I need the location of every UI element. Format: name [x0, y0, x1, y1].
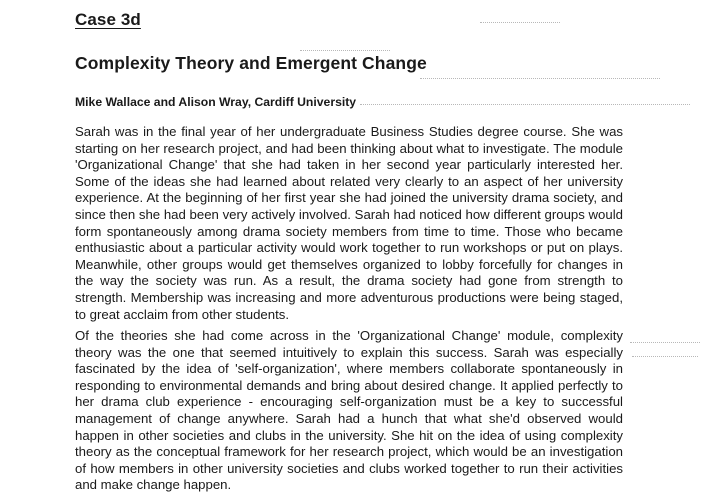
scan-artifact — [480, 22, 560, 23]
scan-artifact — [360, 104, 690, 105]
body-paragraph-1: Sarah was in the final year of her undergraduate Business Studies degree course. She was starting on her research project, and had been thinking about what to investigate. The module 'Organizational Change' that she had taken in her second year particularly interested her. Some of the ideas she had learned about related very clearly to an aspect of her university experience. At the beginning of her first year she had joined the university drama society, and since then she had been very actively involved. Sarah had noticed how different groups would form spontaneously among drama society members from time to time. Those who became enthusiastic about a particular activity would work together to run workshops or put on plays. Meanwhile, other groups would get themselves organized to lobby forcefully for changes in the way the society was run. As a result, the drama society had gone from strength to strength. Membership was increasing and more adventurous productions were being staged, to great acclaim from other students. — [75, 124, 623, 322]
scan-artifact — [630, 342, 700, 343]
case-label: Case 3d — [75, 10, 141, 29]
scan-artifact — [300, 50, 390, 51]
scan-artifact — [420, 78, 660, 79]
document-title: Complexity Theory and Emergent Change — [75, 53, 427, 73]
body-paragraph-2: Of the theories she had come across in the 'Organizational Change' module, complexity theory was the one that seemed intuitively to explain this success. Sarah was especially fascinated by the idea of 'self-organization', where members collaborate spontaneously in responding to environmental demands and bring about desired change. It applied perfectly to her drama club experience - encouraging self-organization must be a key to successful management of change anywhere. Sarah had a hunch that what she'd observed would happen in other societies and clubs in the university. She hit on the idea of using complexity theory as the conceptual framework for her research project, which would be an investigation of how members in other university societies and clubs worked together to run their activities and make change happen. — [75, 328, 623, 493]
authors-line: Mike Wallace and Alison Wray, Cardiff University — [75, 95, 357, 109]
scan-artifact — [632, 356, 698, 357]
